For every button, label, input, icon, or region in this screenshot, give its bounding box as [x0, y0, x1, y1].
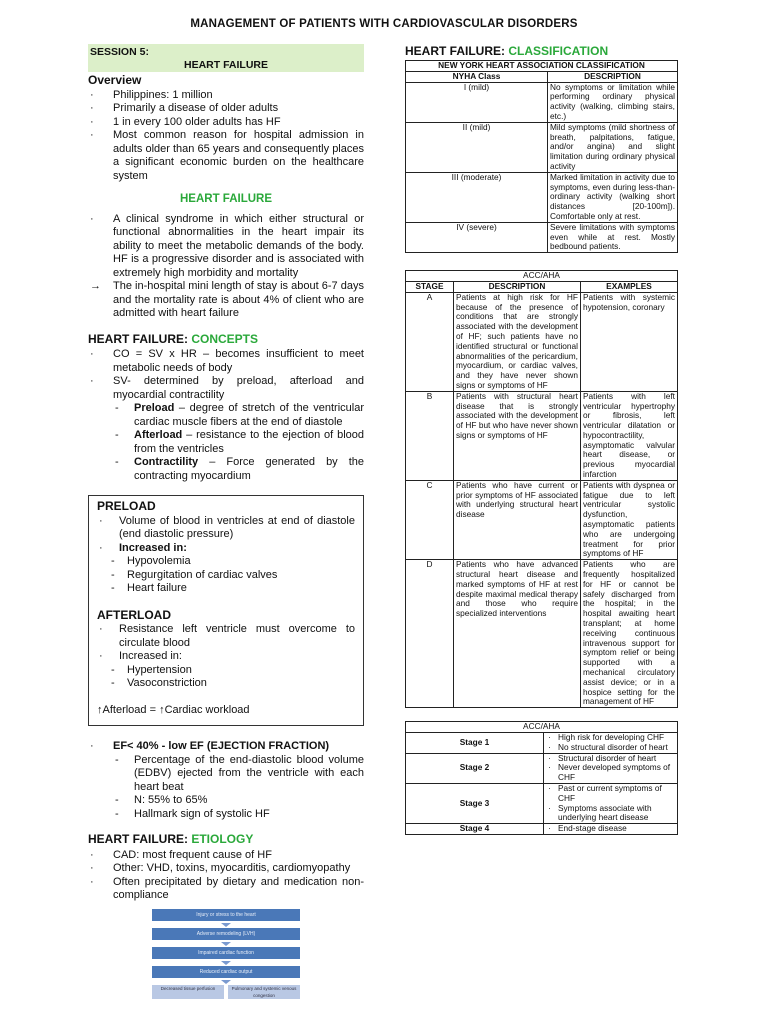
- nyha-col-desc: DESCRIPTION: [548, 71, 678, 82]
- down-arrow-icon: [221, 980, 231, 984]
- table-cell: Patients with left ventricular hypertrophy or fibrosis, left ventricular dilatation or hypocontractility, asymptomatic valvular heart disease, or previous myocardial infarction: [581, 391, 678, 480]
- list-item: · Increased in:: [99, 541, 187, 554]
- table-row: [406, 391, 678, 480]
- session-label: SESSION 5:: [90, 46, 149, 58]
- stage-label: Stage 2: [406, 753, 544, 783]
- acc-aha-table: [405, 270, 678, 708]
- flow-step: Impaired cardiac function: [152, 947, 300, 959]
- list-item: · CAD: most frequent cause of HF: [90, 848, 272, 861]
- list-item: · SV- determined by preload, afterload and myocardial contractility: [90, 375, 364, 401]
- table-cell: Marked limitation in activity due to symptoms, even during less-than-ordinary activity (walking short distances [20-100m]). Comfortable only at rest.: [548, 172, 678, 222]
- acc-col-examples: EXAMPLES: [581, 281, 678, 292]
- hf-flowchart: [152, 909, 300, 1001]
- table-row: [406, 222, 678, 252]
- table-row: [406, 172, 678, 222]
- table-row: [406, 560, 678, 708]
- table-cell: A: [406, 292, 454, 391]
- right-column: [405, 44, 678, 835]
- list-item: · Most common reason for hospital admission in adults older than 65 years and consequently places a significant economic burden on the healthcare system: [90, 129, 364, 182]
- table-cell: B: [406, 391, 454, 480]
- stage-label: Stage 1: [406, 733, 544, 754]
- session-title: HEART FAILURE: [184, 59, 268, 71]
- table-row: [406, 292, 678, 391]
- table-cell: · End-stage disease: [544, 824, 678, 835]
- stage-label: Stage 3: [406, 783, 544, 823]
- table-cell: Patients who are frequently hospitalized for HF or cannot be safely discharged from the hospital; in the hospital awaiting heart transplant; at home receiving continuous intravenous support for symptom relief or being supported with a mechanical circulatory assist device; or in a hospice setting for the management of HF: [581, 560, 678, 708]
- flow-step: Adverse remodeling (LVH): [152, 928, 300, 940]
- flow-step: Reduced cardiac output: [152, 966, 300, 978]
- list-item: - Hallmark sign of systolic HF: [115, 807, 270, 820]
- list-item: - Regurgitation of cardiac valves: [111, 568, 278, 581]
- list-item: → The in-hospital mini length of stay is about 6-7 days and the mortality rate is about 4% of client who are admitted with heart failure: [90, 280, 364, 319]
- list-item: · 1 in every 100 older adults has HF: [90, 115, 281, 128]
- list-item: · A clinical syndrome in which either structural or functional abnormalities in the heart impair its ability to meet the metabolic demands of the body. HF is a progressive disorder and is associated with extremely high morbidity and mortality: [90, 212, 364, 279]
- list-item: - Hypertension: [111, 663, 192, 676]
- table-cell: Severe limitations with symptoms even while at rest. Mostly bedbound patients.: [548, 222, 678, 252]
- table-cell: D: [406, 560, 454, 708]
- table-cell: Patients with systemic hypotension, coronary: [581, 292, 678, 391]
- list-item: - Heart failure: [111, 582, 187, 594]
- table-cell: Patients at high risk for HF because of the presence of conditions that are strongly associated with the development of HF; such patients have no identified structural or functional abnormalities of the pericardium, myocardium, or cardiac valves, and they have never shown signs or symptoms of HF: [454, 292, 581, 391]
- flow-outcome: Decreased tissue perfusion: [152, 985, 224, 999]
- sub-item-afterload: - Afterload – resistance to the ejection of blood from the ventricles: [115, 429, 364, 455]
- flow-outcome: Pulmonary and systemic venous congestion: [228, 985, 300, 999]
- list-item: - Hypovolemia: [111, 555, 191, 567]
- down-arrow-icon: [221, 942, 231, 946]
- overview-heading: Overview: [88, 73, 142, 87]
- table-cell: No symptoms or limitation while performing ordinary physical activity (walking, climbing stairs, etc.): [548, 82, 678, 122]
- table-cell: · Structural disorder of heart · Never developed symptoms of CHF: [544, 753, 678, 783]
- acc-aha-title: ACC/AHA: [406, 271, 678, 282]
- sub-item-preload: - Preload – degree of stretch of the ventricular cardiac muscle fibers at the end of diastole: [115, 402, 364, 428]
- stages-title: ACC/AHA: [406, 722, 678, 733]
- table-cell: Patients with structural heart disease that is strongly associated with the development of HF but who have never shown signs or symptoms of HF: [454, 391, 581, 480]
- hf-heading: HEART FAILURE: [180, 193, 272, 205]
- list-item: · Primarily a disease of older adults: [90, 102, 279, 114]
- table-row: [406, 82, 678, 122]
- table-row: [406, 122, 678, 172]
- classification-heading: HEART FAILURE: CLASSIFICATION: [405, 44, 609, 58]
- table-row: [406, 783, 678, 823]
- table-cell: II (mild): [406, 122, 548, 172]
- afterload-formula: ↑Afterload = ↑Cardiac workload: [97, 703, 250, 716]
- list-item: - N: 55% to 65%: [115, 794, 208, 806]
- table-cell: Patients who have current or prior symptoms of HF associated with underlying structural heart disease: [454, 480, 581, 559]
- list-item: · Often precipitated by dietary and medication non-compliance: [90, 875, 364, 901]
- table-cell: Patients with dyspnea or fatigue due to left ventricular systolic dysfunction, asymptomatic patients who are undergoing treatment for prior symptoms of HF: [581, 480, 678, 559]
- table-cell: IV (severe): [406, 222, 548, 252]
- acc-col-stage: STAGE: [406, 281, 454, 292]
- down-arrow-icon: [221, 923, 231, 927]
- list-item: · Philippines: 1 million: [90, 88, 213, 101]
- table-row: [406, 753, 678, 783]
- nyha-table: [405, 60, 678, 253]
- concepts-heading: HEART FAILURE: CONCEPTS: [88, 331, 259, 346]
- acc-col-desc: DESCRIPTION: [454, 281, 581, 292]
- list-item: - Percentage of the end-diastolic blood volume (EDBV) ejected from the ventricle with each heart beat: [115, 753, 364, 793]
- table-cell: Mild symptoms (mild shortness of breath, palpitations, fatigue, and/or angina) and slight limitation during ordinary physical activity: [548, 122, 678, 172]
- table-cell: · Past or current symptoms of CHF · Symptoms associate with underlying heart disease: [544, 783, 678, 823]
- sub-item-contractility: - Contractility – Force generated by the contracting myocardium: [115, 456, 364, 482]
- table-row: [406, 824, 678, 835]
- stages-table: [405, 721, 678, 835]
- table-cell: Patients who have advanced structural heart disease and marked symptoms of HF at rest despite maximal medical therapy and those who require specialized interventions: [454, 560, 581, 708]
- nyha-col-class: NYHA Class: [406, 71, 548, 82]
- etiology-heading: HEART FAILURE: ETIOLOGY: [88, 832, 254, 846]
- table-cell: I (mild): [406, 82, 548, 122]
- preload-title: PRELOAD: [97, 499, 156, 513]
- nyha-table-title: NEW YORK HEART ASSOCIATION CLASSIFICATION: [406, 61, 678, 72]
- document-title: MANAGEMENT OF PATIENTS WITH CARDIOVASCULAR DISORDERS: [190, 18, 578, 30]
- session-banner: [88, 44, 364, 72]
- afterload-title: AFTERLOAD: [97, 607, 171, 622]
- table-row: [406, 480, 678, 559]
- list-item: - Vasoconstriction: [111, 677, 207, 689]
- left-column: [88, 44, 364, 1001]
- list-item: · CO = SV x HR – becomes insufficient to meet metabolic needs of body: [90, 348, 364, 374]
- flow-step: Injury or stress to the heart: [152, 909, 300, 921]
- list-item: · Resistance left ventricle must overcome to circulate blood: [99, 623, 355, 649]
- down-arrow-icon: [221, 961, 231, 965]
- list-item: · Volume of blood in ventricles at end of diastole (end diastolic pressure): [99, 514, 355, 540]
- stage-label: Stage 4: [406, 824, 544, 835]
- ef-heading: · EF< 40% - low EF (EJECTION FRACTION): [90, 740, 330, 752]
- list-item: · Other: VHD, toxins, myocarditis, cardiomyopathy: [90, 862, 351, 874]
- list-item: · Increased in:: [99, 650, 182, 662]
- table-cell: · High risk for developing CHF · No structural disorder of heart: [544, 733, 678, 754]
- table-row: [406, 733, 678, 754]
- preload-afterload-box: [88, 495, 364, 726]
- table-cell: C: [406, 480, 454, 559]
- table-cell: III (moderate): [406, 172, 548, 222]
